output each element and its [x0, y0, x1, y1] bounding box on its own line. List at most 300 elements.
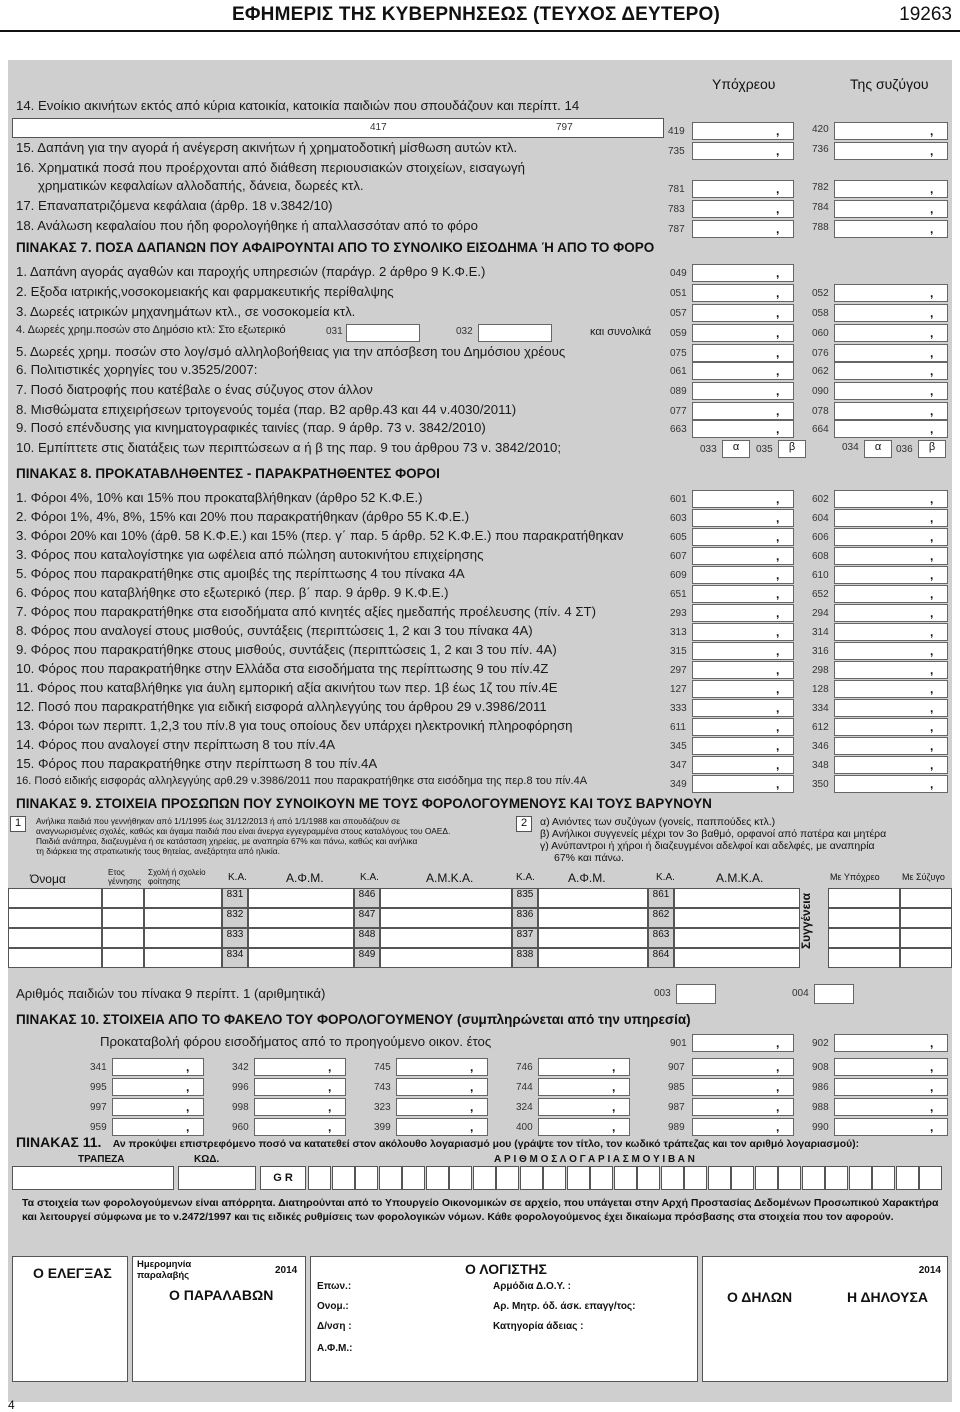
code-744: 744: [516, 1082, 533, 1093]
t9-cell[interactable]: [144, 888, 222, 908]
t8-row-4: 3. Φόρος που καταλογίστηκε για ωφέλεια από πώληση αυτοκινήτου επιχείρησης: [16, 547, 484, 562]
t8-row-13: 13. Φόροι των περιπτ. 1,2,3 του πίν.8 για τους οποίους δεν υπάρχει ηλεκτρονική πληροφόρηση: [16, 718, 573, 733]
code-611: 611: [670, 722, 686, 733]
code-995: 995: [90, 1082, 107, 1093]
decimal-comma: ,: [776, 492, 780, 506]
decimal-comma: ,: [776, 587, 780, 601]
t9-code-835: 835: [512, 888, 538, 908]
decimal-comma: ,: [776, 663, 780, 677]
decimal-comma: ,: [612, 1120, 616, 1134]
code-610: 610: [812, 570, 829, 581]
code-735: 735: [668, 146, 685, 157]
iban-digit-box[interactable]: [872, 1166, 895, 1190]
code-990: 990: [812, 1122, 829, 1133]
code-959: 959: [90, 1122, 107, 1133]
iban-digit-box[interactable]: [661, 1166, 684, 1190]
t9-cell[interactable]: [144, 908, 222, 928]
t8-row-9: 9. Φόρος που παρακρατήθηκε στους μισθούς, συντάξεις (περιπτώσεις 1, 2 και 3 του πίν. 4Α): [16, 642, 557, 657]
t9-code-847: 847: [354, 908, 380, 928]
t9-cell[interactable]: [8, 888, 102, 908]
field-997[interactable]: [112, 1098, 204, 1116]
syggeneia-label: Συγγένεια: [799, 892, 814, 950]
field-743[interactable]: [396, 1078, 488, 1096]
t7-row-10: 10. Εμπίπτετε στις διατάξεις των περιπτώσεων α ή β της παρ. 9 του άρθρου 73 ν. 3842/2010;: [16, 440, 562, 455]
code-908: 908: [812, 1062, 829, 1073]
decimal-comma: ,: [930, 1100, 934, 1114]
iban-digit-box[interactable]: [778, 1166, 801, 1190]
decimal-comma: ,: [776, 606, 780, 620]
t9-cell[interactable]: [538, 948, 648, 968]
t9-cell[interactable]: [380, 908, 512, 928]
decimal-comma: ,: [930, 1060, 934, 1074]
decimal-comma: ,: [930, 549, 934, 563]
decimal-comma: ,: [776, 422, 780, 436]
option-035-b[interactable]: β: [778, 440, 806, 458]
t9-code-848: 848: [354, 928, 380, 948]
field-746[interactable]: [538, 1058, 630, 1076]
table8-title: ΠΙΝΑΚΑΣ 8. ΠΡΟΚΑΤΑΒΛΗΘΕΝΤΕΣ - ΠΑΡΑΚΡΑΤΗΘΕΝΤΕΣ ΦΟΡΟΙ: [16, 466, 440, 481]
decimal-comma: ,: [776, 682, 780, 696]
decimal-comma: ,: [776, 326, 780, 340]
decimal-comma: ,: [470, 1120, 474, 1134]
field-032[interactable]: [478, 324, 552, 342]
t9-cell[interactable]: [828, 948, 900, 968]
iban-digit-box[interactable]: [590, 1166, 613, 1190]
decimal-comma: ,: [930, 568, 934, 582]
code-293: 293: [670, 608, 687, 619]
decimal-comma: ,: [930, 422, 934, 436]
decimal-comma: ,: [328, 1100, 332, 1114]
code-294: 294: [812, 608, 829, 619]
t9-cell[interactable]: [674, 948, 800, 968]
option-033-a[interactable]: α: [722, 440, 750, 458]
decimal-comma: ,: [776, 306, 780, 320]
t8-row-14: 14. Φόρος που αναλογεί στην περίπτωση 8 του πίν.4Α: [16, 737, 336, 752]
field-004[interactable]: [814, 984, 854, 1004]
decimal-comma: ,: [930, 739, 934, 753]
code-607: 607: [670, 551, 687, 562]
t9-cell[interactable]: [828, 888, 900, 908]
decimal-comma: ,: [186, 1060, 190, 1074]
decimal-comma: ,: [776, 777, 780, 791]
decimal-comma: ,: [930, 758, 934, 772]
t8-row-5: 5. Φόρος που παρακρατήθηκε στις αμοιβές της περίπτωσης 4 του πίνακα 4Α: [16, 566, 465, 581]
code-399: 399: [374, 1122, 391, 1133]
table11-header: [16, 1134, 859, 1150]
code-417: 417: [370, 122, 387, 133]
iban-digit-box[interactable]: [520, 1166, 543, 1190]
t9-cell[interactable]: [248, 948, 354, 968]
t9-code-831: 831: [222, 888, 248, 908]
code-651: 651: [670, 589, 687, 600]
field-342[interactable]: [254, 1058, 346, 1076]
t9-cell[interactable]: [674, 928, 800, 948]
decimal-comma: ,: [930, 701, 934, 715]
t8-row-7: 7. Φόρος που παρακρατήθηκε στα εισοδήματα από κινητές αξίες ημεδαπής προέλευσης (πίν. 4 ΣΤ): [16, 604, 596, 619]
field-341[interactable]: [112, 1058, 204, 1076]
iban-digit-box[interactable]: [802, 1166, 825, 1190]
decimal-comma: ,: [776, 511, 780, 525]
t9-code-833: 833: [222, 928, 248, 948]
footer-page: 4: [8, 1398, 15, 1412]
decimal-comma: ,: [776, 549, 780, 563]
iban-digit-box[interactable]: [708, 1166, 731, 1190]
iban-digit-box[interactable]: [543, 1166, 566, 1190]
t9-code-838: 838: [512, 948, 538, 968]
field-998[interactable]: [254, 1098, 346, 1116]
decimal-comma: ,: [930, 384, 934, 398]
t7-row-4: 4. Δωρεές χρημ.ποσών στο Δημόσιο κτλ: Στο εξωτερικό: [16, 324, 286, 336]
code-652: 652: [812, 589, 829, 600]
t7-row-9: 9. Ποσό επένδυσης για κινηματογραφικές ταινίες (παρ. 9 άρθρ. 73 ν. 3842/2010): [16, 420, 486, 435]
code-label: ΚΩΔ.: [194, 1154, 220, 1165]
decimal-comma: ,: [930, 606, 934, 620]
t9-code-862: 862: [648, 908, 674, 928]
iban-digit-box[interactable]: [614, 1166, 637, 1190]
decimal-comma: ,: [930, 682, 934, 696]
t9-cell[interactable]: [8, 928, 102, 948]
t9-cell[interactable]: [828, 908, 900, 928]
t9-cell[interactable]: [380, 948, 512, 968]
field-995[interactable]: [112, 1078, 204, 1096]
decimal-comma: ,: [328, 1080, 332, 1094]
decimal-comma: ,: [930, 644, 934, 658]
t7-row-8: 8. Μισθώματα επιχειρήσεων τριτογενούς τομέα (παρ. Β2 αρθρ.43 και 44 ν.4030/2011): [16, 402, 517, 417]
field-745[interactable]: [396, 1058, 488, 1076]
code-606: 606: [812, 532, 829, 543]
children-count-label: Αριθμός παιδιών του πίνακα 9 περίπτ. 1 (αριθμητικά): [16, 986, 326, 1001]
t9-code-863: 863: [648, 928, 674, 948]
decimal-comma: ,: [776, 1080, 780, 1094]
iban-digit-box[interactable]: [567, 1166, 590, 1190]
t8-row-16: 16. Ποσό ειδικής εισφοράς αλληλεγγύης αρθ.29 ν.3986/2011 που παρακρατήθηκε στα εισόδημα της περ.8 του πίν.4Α: [16, 775, 588, 787]
code-782: 782: [812, 182, 829, 193]
table7-title: ΠΙΝΑΚΑΣ 7. ΠΟΣΑ ΔΑΠΑΝΩΝ ΠΟΥ ΑΦΑΙΡΟΥΝΤΑΙ ΑΠΟ ΤΟ ΣΥΝΟΛΙΚΟ ΕΙΣΟΔΗΜΑ Ή ΑΠΟ ΤΟ ΦΟΡΟ: [16, 240, 655, 255]
iban-digit-box[interactable]: [379, 1166, 402, 1190]
iban-digit-box[interactable]: [473, 1166, 496, 1190]
code-601: 601: [670, 494, 687, 505]
decimal-comma: ,: [776, 144, 780, 158]
iban-digit-box[interactable]: [308, 1166, 331, 1190]
code-960: 960: [232, 1122, 249, 1133]
code-797: 797: [556, 122, 573, 133]
code-128: 128: [812, 684, 829, 695]
field-323[interactable]: [396, 1098, 488, 1116]
decimal-comma: ,: [930, 1120, 934, 1134]
t9-cell[interactable]: [102, 948, 144, 968]
decimal-comma: ,: [186, 1120, 190, 1134]
iban-country: G R: [260, 1166, 306, 1190]
t10-prokat: Προκαταβολή φόρου εισοδήματος από το προηγούμενο οικον. έτος: [100, 1034, 492, 1049]
t9-cell[interactable]: [144, 948, 222, 968]
decimal-comma: ,: [930, 1080, 934, 1094]
row-15: 15. Δαπάνη για την αγορά ή ανέγερση ακινήτων ή χρηματοδοτική μίσθωση αυτών κτλ.: [16, 140, 518, 155]
iban-digit-box[interactable]: [332, 1166, 355, 1190]
bank-code-field[interactable]: [178, 1166, 256, 1190]
row-18: 18. Ανάλωση κεφαλαίου που ήδη φορολογήθηκε ή απαλλασσόταν από το φόρο: [16, 218, 478, 233]
code-907: 907: [668, 1062, 685, 1073]
code-334: 334: [812, 703, 829, 714]
decimal-comma: ,: [470, 1080, 474, 1094]
checker-box: Ο ΕΛΕΓΞΑΣ: [12, 1256, 128, 1382]
t9-note-1: Ανήλικα παιδιά που γεννήθηκαν από 1/1/1995 έως 31/12/2013 ή από 1/1/1988 και σπουδάζουν σε αναγνωρισμένες σχολές, καθώς και άγαμα παιδιά που είναι άνεργα εγγεγραμμένα στους καταλόγους του ΟΑΕΔ. Παιδιά ανάπηρα, διαζευγμένα ή σε κατάσταση χηρείας, με αναπηρία 67% και πάνω, καθώς και ανήλικα τη διάρκεια της στρατιωτικής τους θητείας, ανεξάρτητα από ηλικία.: [36, 816, 451, 856]
decimal-comma: ,: [776, 202, 780, 216]
code-333: 333: [670, 703, 687, 714]
decimal-comma: ,: [930, 182, 934, 196]
col-obliged: Υπόχρεου: [712, 76, 776, 92]
t9-cell[interactable]: [102, 888, 144, 908]
decimal-comma: ,: [328, 1120, 332, 1134]
t9-cell[interactable]: [900, 908, 952, 928]
decimal-comma: ,: [776, 739, 780, 753]
t9-cell[interactable]: [674, 908, 800, 928]
t8-row-11: 11. Φόρος που καταβλήθηκε για άυλη εμπορική αξία ακινήτου των περ. 1β έως 1ζ του πίν.4Ε: [16, 680, 558, 695]
code-998: 998: [232, 1102, 249, 1113]
code-324: 324: [516, 1102, 533, 1113]
t9-cell[interactable]: [900, 928, 952, 948]
t9-cell[interactable]: [102, 908, 144, 928]
code-350: 350: [812, 779, 829, 790]
code-787: 787: [668, 224, 685, 235]
table11-desc: Αν προκύψει επιστρεφόμενο ποσό να κατατεθεί στον ακόλουθο λογαριασμό μου (γράψτε τον τίτλο, τον κωδικό τράπεζας και τον αριθμό λογαριασμού):: [112, 1139, 860, 1150]
code-346: 346: [812, 741, 829, 752]
iban-digit-box[interactable]: [755, 1166, 778, 1190]
code-746: 746: [516, 1062, 533, 1073]
decimal-comma: ,: [930, 625, 934, 639]
t7-row-1: 1. Δαπάνη αγοράς αγαθών και παροχής υπηρεσιών (παράγρ. 2 άρθρο 9 Κ.Φ.Ε.): [16, 264, 486, 279]
t8-row-10: 10. Φόρος που παρακρατήθηκε στην Ελλάδα στα εισοδήματα της περίπτωσης 9 του πίν.4Ζ: [16, 661, 549, 676]
receiver-box: Ημερομηνία παραλαβής 2014 Ο ΠΑΡΑΛΑΒΩΝ: [132, 1256, 306, 1382]
row-17: 17. Επαναπατριζόμενα κεφάλαια (άρθρ. 18 ν.3842/10): [16, 198, 333, 213]
code-781: 781: [668, 184, 685, 195]
decimal-comma: ,: [930, 144, 934, 158]
iban-digit-box[interactable]: [637, 1166, 660, 1190]
decimal-comma: ,: [776, 720, 780, 734]
code-313: 313: [670, 627, 687, 638]
decimal-comma: ,: [776, 1120, 780, 1134]
iban-digit-box[interactable]: [919, 1166, 942, 1190]
decimal-comma: ,: [776, 644, 780, 658]
code-348: 348: [812, 760, 829, 771]
t9-cell[interactable]: [8, 948, 102, 968]
decimal-comma: ,: [612, 1060, 616, 1074]
code-349: 349: [670, 779, 687, 790]
t9-note-2: α) Ανιόντες των συζύγων (γονείς, παππούδες κτλ.) β) Ανήλικοι συγγενείς μέχρι τον 3ο βαθμό, ορφανοί από πατέρα και μητέρα γ) Ανύπαντροι ή χήροι ή διαζευγμένοι αδελφοί και αδελφές, με αναπηρία 67% και πάνω.: [540, 816, 887, 864]
t7-row-3: 3. Δωρεές ιατρικών μηχανημάτων κτλ., σε νοσοκομεία κτλ.: [16, 304, 356, 319]
field-996[interactable]: [254, 1078, 346, 1096]
code-996: 996: [232, 1082, 249, 1093]
code-987: 987: [668, 1102, 685, 1113]
iban-label: Α Ρ Ι Θ Μ Ο Σ Λ Ο Γ Α Ρ Ι Α Σ Μ Ο Υ Ι Β Α Ν: [494, 1154, 695, 1165]
decimal-comma: ,: [930, 404, 934, 418]
t9-code-864: 864: [648, 948, 674, 968]
t8-row-15: 15. Φόρος που παρακρατήθηκε στην περίπτωση 8 του πίν.4Α: [16, 756, 378, 771]
field-324[interactable]: [538, 1098, 630, 1116]
table10-title: ΠΙΝΑΚΑΣ 10. ΣΤΟΙΧΕΙΑ ΑΠΟ ΤΟ ΦΑΚΕΛΟ ΤΟΥ ΦΟΡΟΛΟΓΟΥΜΕΝΟΥ (συμπληρώνεται από την υπηρεσία): [16, 1012, 691, 1027]
decimal-comma: ,: [930, 663, 934, 677]
t9-code-832: 832: [222, 908, 248, 928]
code-745: 745: [374, 1062, 391, 1073]
decimal-comma: ,: [776, 701, 780, 715]
t9-cell[interactable]: [248, 888, 354, 908]
t9-cell[interactable]: [144, 928, 222, 948]
code-986: 986: [812, 1082, 829, 1093]
decimal-comma: ,: [930, 587, 934, 601]
t9-cell[interactable]: [380, 928, 512, 948]
code-609: 609: [670, 570, 687, 581]
t9-code-836: 836: [512, 908, 538, 928]
decimal-comma: ,: [776, 625, 780, 639]
iban-digit-box[interactable]: [449, 1166, 472, 1190]
decimal-comma: ,: [776, 364, 780, 378]
t9-cell[interactable]: [674, 888, 800, 908]
t9-cell[interactable]: [828, 928, 900, 948]
bank-label: ΤΡΑΠΕΖΑ: [78, 1154, 125, 1165]
t9-code-834: 834: [222, 948, 248, 968]
code-743: 743: [374, 1082, 391, 1093]
iban-digit-box[interactable]: [402, 1166, 425, 1190]
form-sheet: Υπόχρεου Της συζύγου 14. Ενοίκιο ακινήτων εκτός από κύρια κατοικία, κατοικία παιδιών που σπουδάζουν και περίπτ. 14 417 797 419 420 15. Δαπάνη για την αγορά ή ανέγερση ακινήτων ή χρηματοδοτική μίσθωση αυτών κτλ. 735 736 16. Χρηματικά ποσά που προέρχονται από διάθεση περιουσιακών στοιχείων, εισαγωγή χρηματικών κεφαλαίων αλλοδαπής, δάνεια, δωρεές κτλ. 781 782 17. Επαναπατριζόμενα κεφάλαια (άρθρ. 18 ν.3842/10) 783 784 18. Ανάλωση κεφαλαίου που ήδη φορολογήθηκε ή απαλλασσόταν από το φόρο 787 788 ΠΙΝΑΚΑΣ 7. ΠΟΣΑ ΔΑΠΑΝΩΝ ΠΟΥ ΑΦΑΙΡΟΥΝΤΑΙ ΑΠΟ ΤΟ ΣΥΝΟΛΙΚΟ ΕΙΣΟΔΗΜΑ Ή ΑΠΟ ΤΟ ΦΟΡΟ 1. Δαπάνη αγοράς αγαθών και παροχής υπηρεσιών (παράγρ. 2 άρθρο 9 Κ.Φ.Ε.) 049 2. Εξοδα ιατρικής,νοσοκομειακής και φαρμακευτικής περίθαλψης 051 052 3. Δωρεές ιατρικών μηχανημάτων κτλ., σε νοσοκομεία κτλ. 057 058 4. Δωρεές χρημ.ποσών στο Δημόσιο κτλ: Στο εξωτερικό 031 032 και συνολικά 059 060 5. Δωρεές χρημ. ποσών στο λογ/σμό αλληλοβοήθειας για την απόσβεση του Δημόσιου χρέους 075 076 6. Πολιτιστικές χορηγίες του ν.3525/2007: 061 062 7. Ποσό διατροφής που κατέβαλε ο ένας σύζυγος στον άλλον 089 090 8. Μισθώματα επιχειρήσεων τριτογενούς τομέα (παρ. Β2 αρθρ.43 και 44 ν.4030/2011) 077 078 9. Ποσό επένδυσης για κινηματογραφικές ταινίες (παρ. 9 άρθρ. 73 ν. 3842/2010) 663 664 10. Εμπίπτετε στις διατάξεις των περιπτώσεων α ή β της παρ. 9 του άρθρου 73 ν. 3842/2010; 033 α 035 β 034 α 036 β ΠΙΝΑΚΑΣ 8. ΠΡΟΚΑΤΑΒΛΗΘΕΝΤΕΣ - ΠΑΡΑΚΡΑΤΗΘΕΝΤΕΣ ΦΟΡΟΙ 1. Φόροι 4%, 10% και 15% που προκαταβλήθηκαν (άρθρο 52 Κ.Φ.Ε.) 601 602 2. Φόροι 1%, 4%, 8%, 15% και 20% που παρακρατήθηκαν (άρθρο 55 Κ.Φ.Ε.) 603 604 3. Φόροι 20% και 10% (άρθ. 58 Κ.Φ.Ε.) και 15% (περ. γ΄ παρ. 5 άρθρ. 52 Κ.Φ.Ε.) που παρακρατήθηκαν 605 606 3. Φόρος που καταλογίστηκε για ωφέλεια από πώληση αυτοκινήτου επιχείρησης 607 608 5. Φόρος που παρακρατήθηκε στις αμοιβές της περίπτωσης 4 του πίνακα 4Α 609 610 6. Φόρος που καταβλήθηκε στο εξωτερικό (περ. β΄ παρ. 9 άρθρ. 9 Κ.Φ.Ε.) 651 652 7. Φόρος που παρακρατήθηκε στα εισοδήματα από κινητές αξίες ημεδαπής προέλευσης (πίν. 4 ΣΤ) 293 294 8. Φόρος που αναλογεί στους μισθούς, συντάξεις (περιπτώσεις 1, 2 και 3 του πίνακα 4Α) 313 314 9. Φόρος που παρακρατήθηκε στους μισθούς, συντάξεις (περιπτώσεις 1, 2 και 3 του πίν. 4Α) 315 316 10. Φόρος που παρακρατήθηκε στην Ελλάδα στα εισοδήματα της περίπτωσης 9 του πίν.4Ζ 297 298 11. Φόρος που καταβλήθηκε για άυλη εμπορική αξία ακινήτου των περ. 1β έως 1ζ του πίν.4Ε 127 128 12. Ποσό που παρακρατήθηκε για ειδική εισφορά αλληλεγγύης του άρθρου 29 ν.3986/2011 333 334 13. Φόροι των περιπτ. 1,2,3 του πίν.8 για τους οποίους δεν υπάρχει ηλεκτρονική πληροφόρηση 611 612 14. Φόρος που αναλογεί στην περίπτωση 8 του πίν.4Α 345 346 15. Φόρος που παρακρατήθηκε στην περίπτωση 8 του πίν.4Α 347 348 16. Ποσό ειδικής εισφοράς αλληλεγγύης αρθ.29 ν.3986/2011 που παρακρατήθηκε στα εισόδημα της περ.8 του πίν.4Α 349 350 , , , , , , , , , , , , , , , , , , , , , , , , , , , , , , , , ΠΙΝΑΚΑΣ 9. ΣΤΟΙΧΕΙΑ ΠΡΟΣΩΠΩΝ ΠΟΥ ΣΥΝΟΙΚΟΥΝ ΜΕ ΤΟΥΣ ΦΟΡΟΛΟΓΟΥΜΕΝΟΥΣ ΚΑΙ ΤΟΥΣ ΒΑΡΥΝΟΥΝ 1 Ανήλικα παιδιά που γεννήθηκαν από 1/1/1995 έως 31/12/2013 ή από 1/1/1988 και σπουδάζουν σε αναγνωρισμένες σχολές, καθώς και άγαμα παιδιά που είναι άνεργα εγγεγραμμένα στους καταλόγους του ΟΑΕΔ. Παιδιά ανάπηρα, διαζευγμένα ή σε κατάσταση χηρείας, με αναπηρία 67% και πάνω, καθώς και ανήλικα τη διάρκεια της στρατιωτικής τους θητείας, ανεξάρτητα από ηλικία. 2 α) Ανιόντες των συζύγων (γονείς, παππούδες κτλ.) β) Ανήλικοι συγγενείς μέχρι τον 3ο βαθμό, ορφανοί από πατέρα και μητέρα γ) Ανύπαντροι ή χήροι ή διαζευγμένοι αδελφοί και αδελφές, με αναπηρία 67% και πάνω. Όνομα Ετος γέννησης Σχολή ή σχολείο φοίτησης Κ.Α. Α.Φ.Μ. Κ.Α. Α.Μ.Κ.Α. Κ.Α. Α.Φ.Μ. Κ.Α. Α.Μ.Κ.Α. Με Υπόχρεο Με Σύζυγο 831 846 835 861 832 847 836 862 833 848 837 863 834 849 838 864 Συγγένεια Αριθμός παιδιών του πίνακα 9 περίπτ. 1 (αριθμητικά) 003 004 ΠΙΝΑΚΑΣ 10. ΣΤΟΙΧΕΙΑ ΑΠΟ ΤΟ ΦΑΚΕΛΟ ΤΟΥ ΦΟΡΟΛΟΓΟΥΜΕΝΟΥ (συμπληρώνεται από την υπηρεσία) Προκαταβολή φόρου εισοδήματος από το προηγούμενο οικον. έτος 901 902 341 342 745 746 907 908 995 996 743 744 985 986 997 998 323 324 987 988 959 960 399 400 989 990 , , , , , , , , , , , , , , , , , , , , , , , , ΠΙΝΑΚΑΣ 11. Αν προκύψει επιστρεφόμενο ποσό να κατατεθεί στον ακόλουθο λογαριασμό μου (γράψτε τον τίτλο, τον κωδικό τράπεζας και τον αριθμό λογαριασμού): ΤΡΑΠΕΖΑ ΚΩΔ. Α Ρ Ι Θ Μ Ο Σ Λ Ο Γ Α Ρ Ι Α Σ Μ Ο Υ Ι Β Α Ν G R Τα στοιχεία των φορολογούμενων είναι απόρρητα. Διατηρούνται από το Υπουργείο Οικονομικών σε αρχείο, που υπάγεται στην Αρχή Προστασίας Δεδομένων Προσωπικού Χαρακτήρα και λειτουργεί σύμφωνα με το ν.2472/1997 και τις ειδικές ρυθμίσεις των φορολογικών νόμων. Κάθε φορολογούμενος έχει δικαίωμα πρόσβασης στα στοιχεία που τον αφορούν. Ο ΕΛΕΓΞΑΣ Ημερομηνία παραλαβής 2014 Ο ΠΑΡΑΛΑΒΩΝ Ο ΛΟΓΙΣΤΗΣ Επων.: Ονομ.: Δ/νση : Α.Φ.Μ.: Αρμόδια Δ.Ο.Υ. : Αρ. Μητρ. όδ. άσκ. επαγγ/τος: Κατηγορία άδειας : 2014 Ο ΔΗΛΩΝ Η ΔΗΛΟΥΣΑ , , , , , , , , , , , , , , , , , , , , , , , , , , , , ,: [8, 60, 952, 1402]
iban-digit-box[interactable]: [825, 1166, 848, 1190]
decimal-comma: ,: [470, 1060, 474, 1074]
decimal-comma: ,: [776, 404, 780, 418]
decimal-comma: ,: [930, 492, 934, 506]
decimal-comma: ,: [930, 364, 934, 378]
iban-digit-box[interactable]: [355, 1166, 378, 1190]
t9-section-2: 2: [516, 816, 532, 832]
decimal-comma: ,: [930, 286, 934, 300]
code-400: 400: [516, 1122, 533, 1133]
decimal-comma: ,: [930, 202, 934, 216]
t8-row-6: 6. Φόρος που καταβλήθηκε στο εξωτερικό (περ. β΄ παρ. 9 άρθρ. 9 Κ.Φ.Ε.): [16, 585, 449, 600]
decimal-comma: ,: [186, 1080, 190, 1094]
decimal-comma: ,: [930, 222, 934, 236]
decimal-comma: ,: [930, 720, 934, 734]
gazette-title: ΕΦΗΜΕΡΙΣ ΤΗΣ ΚΥΒΕΡΝΗΣΕΩΣ (ΤΕΥΧΟΣ ΔΕΥΤΕΡΟ): [232, 4, 720, 25]
row-16a: 16. Χρηματικά ποσά που προέρχονται από διάθεση περιουσιακών στοιχείων, εισαγωγή: [16, 160, 525, 175]
code-420: 420: [812, 124, 829, 135]
t8-row-8: 8. Φόρος που αναλογεί στους μισθούς, συντάξεις (περιπτώσεις 1, 2 και 3 του πίνακα 4Α): [16, 623, 533, 638]
code-297: 297: [670, 665, 687, 676]
decimal-comma: ,: [930, 511, 934, 525]
decimal-comma: ,: [930, 306, 934, 320]
decimal-comma: ,: [776, 286, 780, 300]
page-header: [0, 0, 960, 32]
t9-cell[interactable]: [8, 908, 102, 928]
decimal-comma: ,: [776, 182, 780, 196]
code-345: 345: [670, 741, 687, 752]
code-004: 004: [792, 988, 809, 999]
code-419: 419: [668, 126, 685, 137]
decimal-comma: ,: [776, 124, 780, 138]
iban-digit-box[interactable]: [426, 1166, 449, 1190]
field-003[interactable]: [676, 984, 716, 1004]
decimal-comma: ,: [776, 346, 780, 360]
table9-title: ΠΙΝΑΚΑΣ 9. ΣΤΟΙΧΕΙΑ ΠΡΟΣΩΠΩΝ ΠΟΥ ΣΥΝΟΙΚΟΥΝ ΜΕ ΤΟΥΣ ΦΟΡΟΛΟΓΟΥΜΕΝΟΥΣ ΚΑΙ ΤΟΥΣ ΒΑΡΥΝΟΥΝ: [16, 796, 712, 811]
t8-row-1: 1. Φόροι 4%, 10% και 15% που προκαταβλήθηκαν (άρθρο 52 Κ.Φ.Ε.): [16, 490, 423, 505]
t7-row-6: 6. Πολιτιστικές χορηγίες του ν.3525/2007:: [16, 362, 258, 377]
code-605: 605: [670, 532, 687, 543]
code-784: 784: [812, 202, 829, 213]
iban-digit-box[interactable]: [896, 1166, 919, 1190]
t9-cell[interactable]: [900, 948, 952, 968]
t9-code-846: 846: [354, 888, 380, 908]
t9-section-1: 1: [10, 816, 26, 832]
iban-digit-box[interactable]: [684, 1166, 707, 1190]
t7-row-5: 5. Δωρεές χρημ. ποσών στο λογ/σμό αλληλοβοήθειας για την απόσβεση του Δημόσιου χρέους: [16, 344, 566, 359]
decimal-comma: ,: [612, 1080, 616, 1094]
decimal-comma: ,: [186, 1100, 190, 1114]
iban-digit-box[interactable]: [731, 1166, 754, 1190]
decimal-comma: ,: [776, 1036, 780, 1050]
option-034-a[interactable]: α: [864, 440, 892, 458]
table11-title: ΠΙΝΑΚΑΣ 11.: [16, 1134, 102, 1150]
t9-cell[interactable]: [900, 888, 952, 908]
t9-cell[interactable]: [538, 908, 648, 928]
row-14: 14. Ενοίκιο ακινήτων εκτός από κύρια κατοικία, κατοικία παιδιών που σπουδάζουν και περίπτ. 14: [16, 98, 580, 113]
code-602: 602: [812, 494, 829, 505]
code-985: 985: [668, 1082, 685, 1093]
decimal-comma: ,: [776, 384, 780, 398]
t7-row-4-total: και συνολικά: [590, 326, 652, 338]
iban-digit-box[interactable]: [496, 1166, 519, 1190]
t9-cell[interactable]: [538, 928, 648, 948]
decimal-comma: ,: [930, 1036, 934, 1050]
t9-cell[interactable]: [248, 908, 354, 928]
code-608: 608: [812, 551, 829, 562]
decimal-comma: ,: [776, 568, 780, 582]
option-036-b[interactable]: β: [918, 440, 946, 458]
t9-cell[interactable]: [380, 888, 512, 908]
t9-header: Όνομα Ετος γέννησης Σχολή ή σχολείο φοίτησης Κ.Α. Α.Φ.Μ. Κ.Α. Α.Μ.Κ.Α. Κ.Α. Α.Φ.Μ. Κ.Α. Α.Μ.Κ.Α. Με Υπόχρεο Με Σύζυγο: [30, 868, 945, 886]
code-988: 988: [812, 1102, 829, 1113]
t9-cell[interactable]: [538, 888, 648, 908]
declarants-box: 2014 Ο ΔΗΛΩΝ Η ΔΗΛΟΥΣΑ: [702, 1256, 948, 1382]
decimal-comma: ,: [776, 530, 780, 544]
code-342: 342: [232, 1062, 249, 1073]
bank-field[interactable]: [12, 1166, 174, 1190]
t9-code-837: 837: [512, 928, 538, 948]
decimal-comma: ,: [612, 1100, 616, 1114]
code-003: 003: [654, 988, 671, 999]
decimal-comma: ,: [776, 1100, 780, 1114]
iban-digit-box[interactable]: [849, 1166, 872, 1190]
code-788: 788: [812, 222, 829, 233]
privacy-notice: Τα στοιχεία των φορολογούμενων είναι απόρρητα. Διατηρούνται από το Υπουργείο Οικονομικών σε αρχείο, που υπάγεται στην Αρχή Προστασίας Δεδομένων Προσωπικού Χαρακτήρα και λειτουργεί σύμφωνα με το ν.2472/1997 και τις ειδικές ρυθμίσεις των φορολογικών νόμων. Κάθε φορολογούμενος έχει δικαίωμα πρόσβασης στα στοιχεία που τον αφορούν.: [22, 1197, 939, 1223]
decimal-comma: ,: [776, 758, 780, 772]
code-314: 314: [812, 627, 829, 638]
code-127: 127: [670, 684, 687, 695]
row-16b: χρηματικών κεφαλαίων αλλοδαπής, δάνεια, δωρεές κτλ.: [38, 178, 364, 193]
code-316: 316: [812, 646, 829, 657]
t9-code-849: 849: [354, 948, 380, 968]
decimal-comma: ,: [776, 1060, 780, 1074]
decimal-comma: ,: [930, 326, 934, 340]
field-744[interactable]: [538, 1078, 630, 1096]
t9-cell[interactable]: [102, 928, 144, 948]
field-031[interactable]: [346, 324, 420, 342]
decimal-comma: ,: [776, 222, 780, 236]
code-997: 997: [90, 1102, 107, 1113]
t9-cell[interactable]: [248, 928, 354, 948]
code-347: 347: [670, 760, 687, 771]
decimal-comma: ,: [776, 266, 780, 280]
t8-row-2: 2. Φόροι 1%, 4%, 8%, 15% και 20% που παρακρατήθηκαν (άρθρο 55 Κ.Φ.Ε.): [16, 509, 470, 524]
code-341: 341: [90, 1062, 107, 1073]
decimal-comma: ,: [930, 346, 934, 360]
decimal-comma: ,: [328, 1060, 332, 1074]
code-612: 612: [812, 722, 829, 733]
